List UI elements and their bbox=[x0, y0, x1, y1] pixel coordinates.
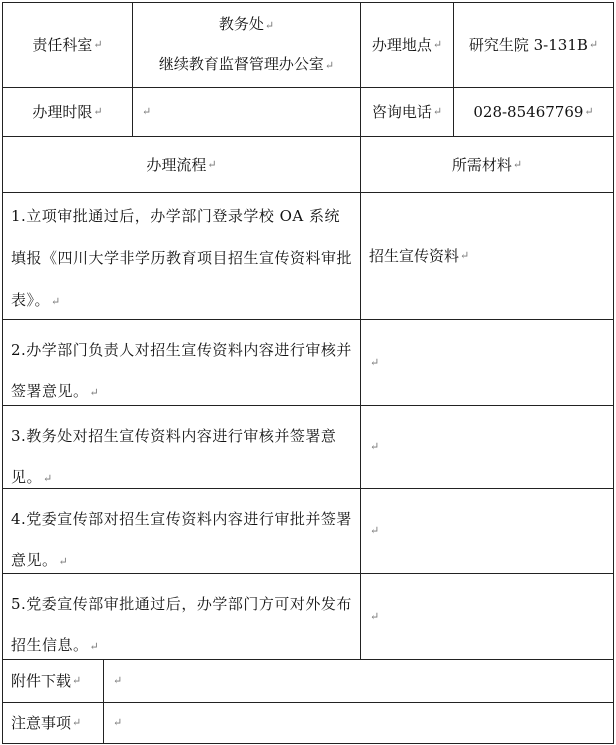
cell-end-mark: ↵ bbox=[264, 19, 275, 32]
step-1-material-cell bbox=[360, 192, 614, 320]
cell-end-mark: ↵ bbox=[432, 105, 443, 118]
step-1-material: 招生宣传资料 bbox=[369, 247, 460, 265]
cell-end-mark: ↵ bbox=[89, 386, 100, 399]
cell-end-mark: ↵ bbox=[58, 555, 69, 568]
cell-end-mark: ↵ bbox=[370, 524, 380, 537]
cell-end-mark: ↵ bbox=[370, 440, 380, 453]
attachment-label: 附件下载 bbox=[11, 672, 72, 690]
materials-header: 所需材料 bbox=[451, 155, 512, 174]
cell-end-mark: ↵ bbox=[324, 59, 335, 72]
cell-end-mark: ↵ bbox=[72, 674, 82, 687]
cell-end-mark: ↵ bbox=[370, 355, 380, 369]
step-3-material-cell bbox=[360, 405, 614, 489]
step-1-cell bbox=[2, 192, 361, 320]
notes-label: 注意事项 bbox=[11, 714, 72, 732]
process-header-cell bbox=[2, 136, 361, 193]
phone-label-cell bbox=[360, 87, 454, 137]
deadline-label: 办理时限 bbox=[32, 103, 93, 121]
deadline-value-cell bbox=[132, 87, 361, 137]
cell-end-mark: ↵ bbox=[588, 38, 599, 51]
process-header: 办理流程 bbox=[146, 155, 207, 174]
location-label-cell bbox=[360, 2, 454, 88]
notes-label-cell bbox=[2, 702, 104, 744]
dept-line2: 继续教育监督管理办公室 bbox=[158, 55, 324, 73]
step-2-cell bbox=[2, 319, 361, 406]
step-4-material-cell bbox=[360, 488, 614, 574]
step-3-text: 3.教务处对招生宣传资料内容进行审核并签署意见。 bbox=[11, 427, 337, 486]
cell-end-mark: ↵ bbox=[432, 38, 443, 51]
dept-value-cell bbox=[132, 2, 361, 88]
step-2-text: 2.办学部门负责人对招生宣传资料内容进行审核并签署意见。 bbox=[11, 341, 352, 400]
notes-value-cell bbox=[103, 702, 614, 744]
attachment-label-cell bbox=[2, 659, 104, 703]
dept-line1: 教务处 bbox=[218, 15, 264, 33]
cell-end-mark: ↵ bbox=[584, 105, 594, 118]
cell-end-mark: ↵ bbox=[89, 640, 100, 653]
location-label: 办理地点 bbox=[371, 36, 432, 54]
materials-header-cell bbox=[360, 136, 614, 193]
dept-label-cell bbox=[2, 2, 133, 88]
location-value-cell bbox=[453, 2, 614, 88]
cell-end-mark: ↵ bbox=[207, 157, 217, 171]
cell-end-mark: ↵ bbox=[113, 674, 123, 687]
cell-end-mark: ↵ bbox=[370, 609, 380, 623]
step-4-text: 4.党委宣传部对招生宣传资料内容进行审批并签署意见。 bbox=[11, 510, 352, 569]
phone-value: 028-85467769 bbox=[473, 103, 584, 121]
cell-end-mark: ↵ bbox=[142, 105, 152, 118]
cell-end-mark: ↵ bbox=[93, 38, 103, 51]
step-5-material-cell bbox=[360, 573, 614, 660]
deadline-label-cell bbox=[2, 87, 133, 137]
step-3-cell bbox=[2, 405, 361, 489]
dept-label: 责任科室 bbox=[32, 36, 93, 54]
phone-label: 咨询电话 bbox=[371, 103, 432, 121]
step-2-material-cell bbox=[360, 319, 614, 406]
step-1-text: 1.立项审批通过后，办学部门登录学校 OA 系统填报《四川大学非学历教育项目招生宣传资料审批表》。 bbox=[11, 207, 353, 309]
step-4-cell bbox=[2, 488, 361, 574]
cell-end-mark: ↵ bbox=[72, 716, 82, 729]
location-value: 研究生院 3-131B bbox=[468, 36, 588, 54]
cell-end-mark: ↵ bbox=[43, 472, 53, 485]
step-5-cell bbox=[2, 573, 361, 660]
step-5-text: 5.党委宣传部审批通过后，办学部门方可对外发布招生信息。 bbox=[11, 595, 352, 654]
cell-end-mark: ↵ bbox=[512, 157, 523, 171]
cell-end-mark: ↵ bbox=[460, 249, 470, 262]
cell-end-mark: ↵ bbox=[51, 295, 61, 308]
phone-value-cell bbox=[453, 87, 614, 137]
cell-end-mark: ↵ bbox=[113, 716, 123, 729]
attachment-value-cell[interactable] bbox=[103, 659, 614, 703]
cell-end-mark: ↵ bbox=[93, 105, 103, 118]
